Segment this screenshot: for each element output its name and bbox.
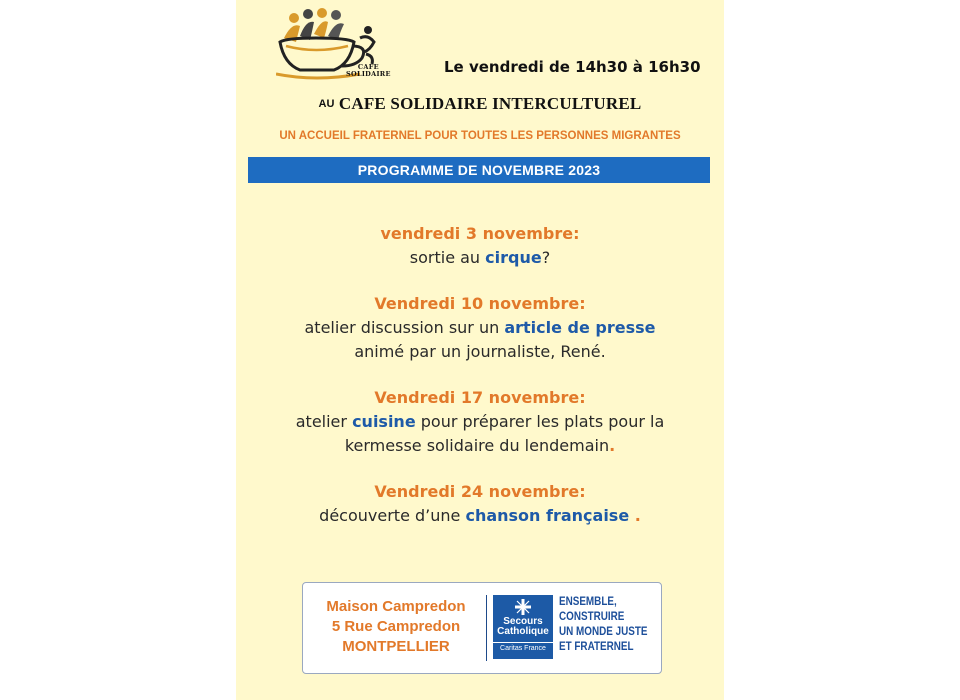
logo-text-line1: CAFE: [357, 63, 379, 71]
logo-text: [346, 64, 391, 78]
event-description: [236, 246, 724, 270]
address-line1: Maison Campredon: [326, 598, 466, 615]
footer-divider: [486, 595, 487, 661]
event-date: vendredi 3 novembre:: [380, 224, 580, 243]
address-line3: MONTPELLIER: [342, 638, 450, 655]
event-text: atelier: [295, 412, 353, 431]
event-item: [236, 386, 724, 458]
event-text: atelier discussion sur un: [304, 318, 505, 337]
event-description: [236, 316, 724, 340]
event-text: pour préparer les plats pour la: [415, 412, 665, 431]
footer-box: [302, 582, 662, 674]
event-text: sortie au: [409, 248, 486, 267]
slogan: [559, 595, 648, 655]
event-text-end: .: [609, 436, 616, 455]
address-line2: 5 Rue Campredon: [331, 618, 461, 635]
address: [311, 597, 481, 657]
event-item: [236, 292, 724, 364]
org-name-line1: Secours: [503, 616, 543, 627]
slogan-line1: ENSEMBLE,: [559, 596, 617, 608]
event-text: kermesse solidaire du lendemain: [344, 436, 610, 455]
org-name: [493, 617, 553, 637]
program-list: [236, 222, 724, 550]
slogan-line2: CONSTRUIRE: [559, 611, 625, 623]
subtitle: UN ACCUEIL FRATERNEL POUR TOUTES LES PERSONNES MIGRANTES: [279, 130, 681, 142]
flyer: [236, 0, 724, 700]
page-title: [236, 94, 724, 114]
program-banner: PROGRAMME DE NOVEMBRE 2023: [248, 157, 710, 183]
event-date: Vendredi 17 novembre:: [374, 388, 586, 407]
secours-catholique-cross-logo-icon: [515, 599, 531, 615]
slogan-line4: ET FRATERNEL: [559, 641, 634, 653]
event-description: [236, 410, 724, 434]
event-description-line2: [236, 434, 724, 458]
org-subtitle: Caritas France: [493, 642, 553, 653]
schedule-time: Le vendredi de 14h30 à 16h30: [444, 58, 701, 76]
event-highlight: cirque: [485, 248, 542, 267]
title-prefix: AU: [318, 98, 335, 110]
title-main: CAFE SOLIDAIRE INTERCULTUREL: [338, 94, 642, 113]
event-description: [236, 504, 724, 528]
event-text-end: .: [629, 506, 641, 525]
event-highlight: cuisine: [352, 412, 416, 431]
event-item: [236, 222, 724, 270]
org-name-line2: Catholique: [497, 626, 549, 637]
slogan-line3: UN MONDE JUSTE: [559, 626, 648, 638]
secours-catholique-logo: [493, 595, 553, 659]
event-highlight: article de presse: [504, 318, 656, 337]
event-highlight: chanson française: [465, 506, 630, 525]
event-date: Vendredi 10 novembre:: [374, 294, 586, 313]
event-description-line2: animé par un journaliste, René.: [354, 342, 606, 361]
logo-text-line2: SOLIDAIRE: [346, 70, 391, 78]
event-text: découverte d’une: [319, 506, 466, 525]
event-text: ?: [541, 248, 551, 267]
event-item: [236, 480, 724, 528]
event-date: Vendredi 24 novembre:: [374, 482, 586, 501]
